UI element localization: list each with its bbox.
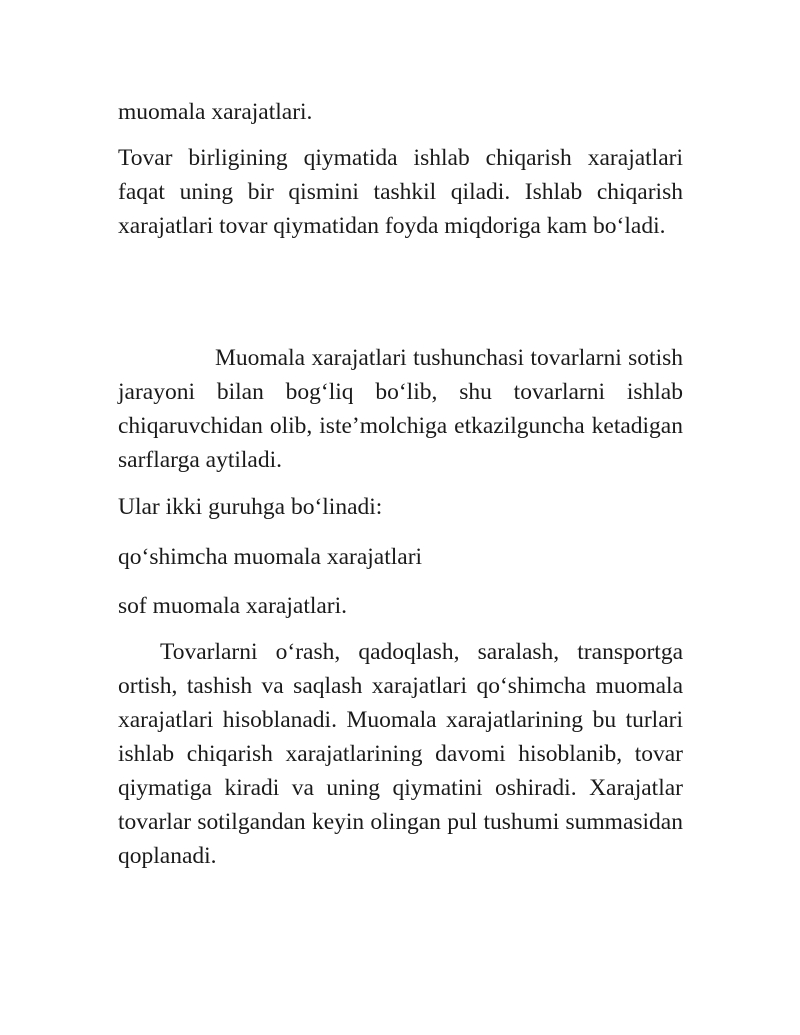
paragraph-two-groups: Ular ikki guruhga bo‘linadi: [118, 494, 383, 520]
list-item-pure-costs: sof muomala xarajatlari. [118, 593, 348, 619]
paragraph-production-costs: Tovar birligining qiymatida ishlab chiqarish xarajatlari faqat uning bir qismini tashkil qiladi. Ishlab chiqarish xarajatlari tovar qiymatidan foyda miqdoriga kam bo‘ladi. [118, 145, 683, 239]
list-item-additional-costs: qo‘shimcha muomala xarajatlari [118, 544, 423, 570]
paragraph-continuation: muomala xarajatlari. [118, 99, 313, 125]
paragraph-additional-costs-detail: Tovarlarni o‘rash, qadoqlash, saralash, transportga ortish, tashish va saqlash xarajatlari qo‘shimcha muomala xarajatlari hisoblanadi. Muomala xarajatlarining bu turlari ishlab chiqarish xarajatlarining davomi hisoblanib, tovar qiymatiga kiradi va uning qiymatini oshiradi. Xarajatlar tovarlar sotilgandan keyin olingan pul tushumi summasidan qoplanadi. [118, 639, 683, 869]
paragraph-circulation-costs-definition: Muomala xarajatlari tushunchasi tovarlarni sotish jarayoni bilan bog‘liq bo‘lib, shu tovarlarni ishlab chiqaruvchidan olib, iste’molchiga etkazilguncha ketadigan sarflarga aytiladi. [118, 345, 683, 473]
